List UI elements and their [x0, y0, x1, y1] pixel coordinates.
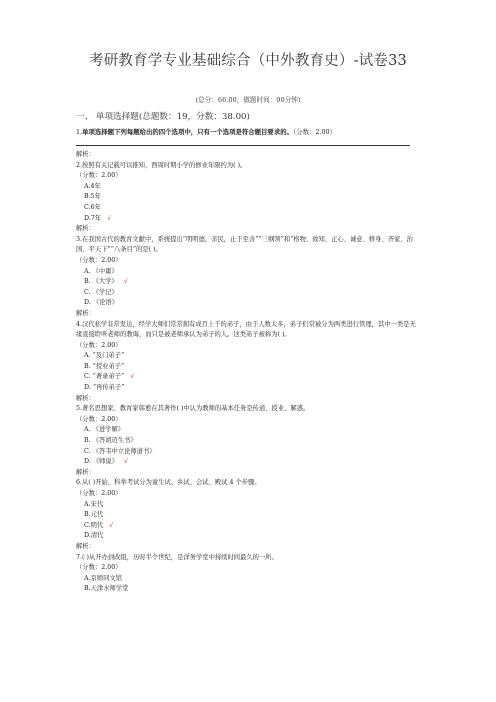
- correct-answer-check-icon: √: [124, 458, 129, 466]
- question-score: （分数：2.00）: [76, 490, 122, 497]
- option-text: A. 《中庸》: [84, 267, 118, 275]
- answer-option: [76, 182, 418, 193]
- option-text: D. 《论语》: [84, 299, 119, 307]
- question-score: （分数：2.00）: [76, 172, 122, 180]
- option-text: D. “再传弟子”: [84, 384, 125, 392]
- option-text: C.明代: [84, 521, 104, 529]
- answer-option: [76, 288, 418, 299]
- question-stem: 6.从( )开始，科举考试分为童生试、乡试、会试、殿试 4 个步骤。: [76, 479, 261, 487]
- answer-option: [76, 425, 418, 436]
- correct-answer-check-icon: √: [123, 278, 128, 286]
- question-score: （分数：2.00）: [76, 415, 122, 423]
- correct-answer-check-icon: √: [107, 214, 112, 222]
- answer-option: [76, 267, 418, 278]
- question-score: （分数：2.00）: [293, 128, 336, 136]
- question-list: [76, 150, 418, 595]
- option-text: D. 《师说》: [84, 458, 119, 466]
- question-1-instruction: [76, 127, 336, 136]
- option-text: A. “及门弟子”: [84, 352, 125, 360]
- analysis-label: 解析：: [76, 309, 95, 317]
- option-text: C. 《答韦中立论师道书》: [84, 447, 156, 455]
- analysis-label: 解析：: [76, 394, 95, 402]
- question-stem: 7.( )从开办到改组，历时半个世纪，是洋务学堂中持续时间最久的一所。: [76, 553, 278, 561]
- answer-option: [76, 298, 418, 309]
- answer-option: [76, 351, 418, 362]
- correct-answer-check-icon: √: [130, 373, 135, 381]
- instruction-text: 单项选择题下列每题给出的四个选项中，只有一个选项是符合题目要求的。: [82, 128, 293, 136]
- analysis-label: 解析：: [76, 468, 95, 476]
- question-score: （分数：2.00）: [76, 564, 122, 572]
- question-number: 1.: [76, 128, 83, 136]
- answer-option: [76, 510, 418, 521]
- option-text: B. 《答胡迈生书》: [84, 437, 137, 445]
- answer-option: [76, 214, 418, 225]
- question-score: （分数：2.00）: [76, 341, 122, 349]
- option-text: C. “著录弟子”: [84, 373, 125, 381]
- option-text: B.天津水师学堂: [84, 585, 129, 593]
- option-text: D.7年: [84, 214, 102, 222]
- question-stem: 5.著名思想家、教育家韩愈在其著作( )中认为教师的基本任务是传道、授业、解惑。: [76, 405, 310, 413]
- answer-option: [76, 277, 418, 288]
- question-score: （分数：2.00）: [76, 256, 122, 264]
- answer-option: [76, 203, 418, 214]
- option-text: B. “授业弟子”: [84, 362, 125, 370]
- option-text: B. 《大学》: [84, 278, 118, 286]
- answer-option: [76, 383, 418, 394]
- option-text: A. 《进学解》: [84, 426, 125, 434]
- answer-option: [76, 531, 418, 542]
- answer-option: [76, 584, 418, 595]
- answer-option: [76, 436, 418, 447]
- analysis-label: 解析：: [76, 542, 95, 550]
- answer-option: [76, 447, 418, 458]
- analysis-label: 解析：: [76, 225, 95, 233]
- option-text: B.5年: [84, 193, 101, 201]
- answer-option: [76, 362, 418, 373]
- question-stem: 2.按照有关记载可以推知，西周时期小学的修业年限约为( )。: [76, 161, 247, 169]
- page-title: 考研教育学专业基础综合（中外教育史）-试卷33: [89, 53, 407, 69]
- answer-option: [76, 192, 418, 203]
- exam-summary: (总分：66.00，做题时间：90分钟): [195, 96, 301, 104]
- option-text: D.清代: [84, 532, 104, 540]
- answer-option: [76, 574, 418, 585]
- answer-option: [76, 372, 418, 383]
- answer-option: [76, 521, 418, 532]
- question-stem: 3.在我国古代的教育文献中，系统提出“明明德，亲民，止于至善”“三纲领”和“格物、致知、正心、诚意、修身、齐家、治国、平天下”“八条目”的是( )。: [76, 235, 413, 254]
- option-text: B.元代: [84, 511, 104, 519]
- option-text: A.4年: [84, 182, 101, 190]
- correct-answer-check-icon: √: [109, 521, 114, 529]
- answer-option: [76, 457, 418, 468]
- option-text: A.宋代: [84, 500, 104, 508]
- answer-option: [76, 500, 418, 511]
- option-text: C.6年: [84, 203, 101, 211]
- divider-rule: [76, 145, 410, 146]
- option-text: A.京师同文馆: [84, 574, 123, 582]
- option-text: C. 《学记》: [84, 288, 118, 296]
- question-stem: 4.汉代私学非常发达，经学大师们常常拥有成百上千的弟子，由于人数太多，弟子们常被分为两类进行管理，其中一类是无缘直接聆听老师的教诲，而只是被老师承认为弟子的人。这类弟子被称为( )。: [76, 320, 416, 339]
- section-heading: 一、 单项选择题(总题数：19，分数：38.00): [76, 112, 250, 122]
- analysis-label: 解析：: [76, 151, 95, 158]
